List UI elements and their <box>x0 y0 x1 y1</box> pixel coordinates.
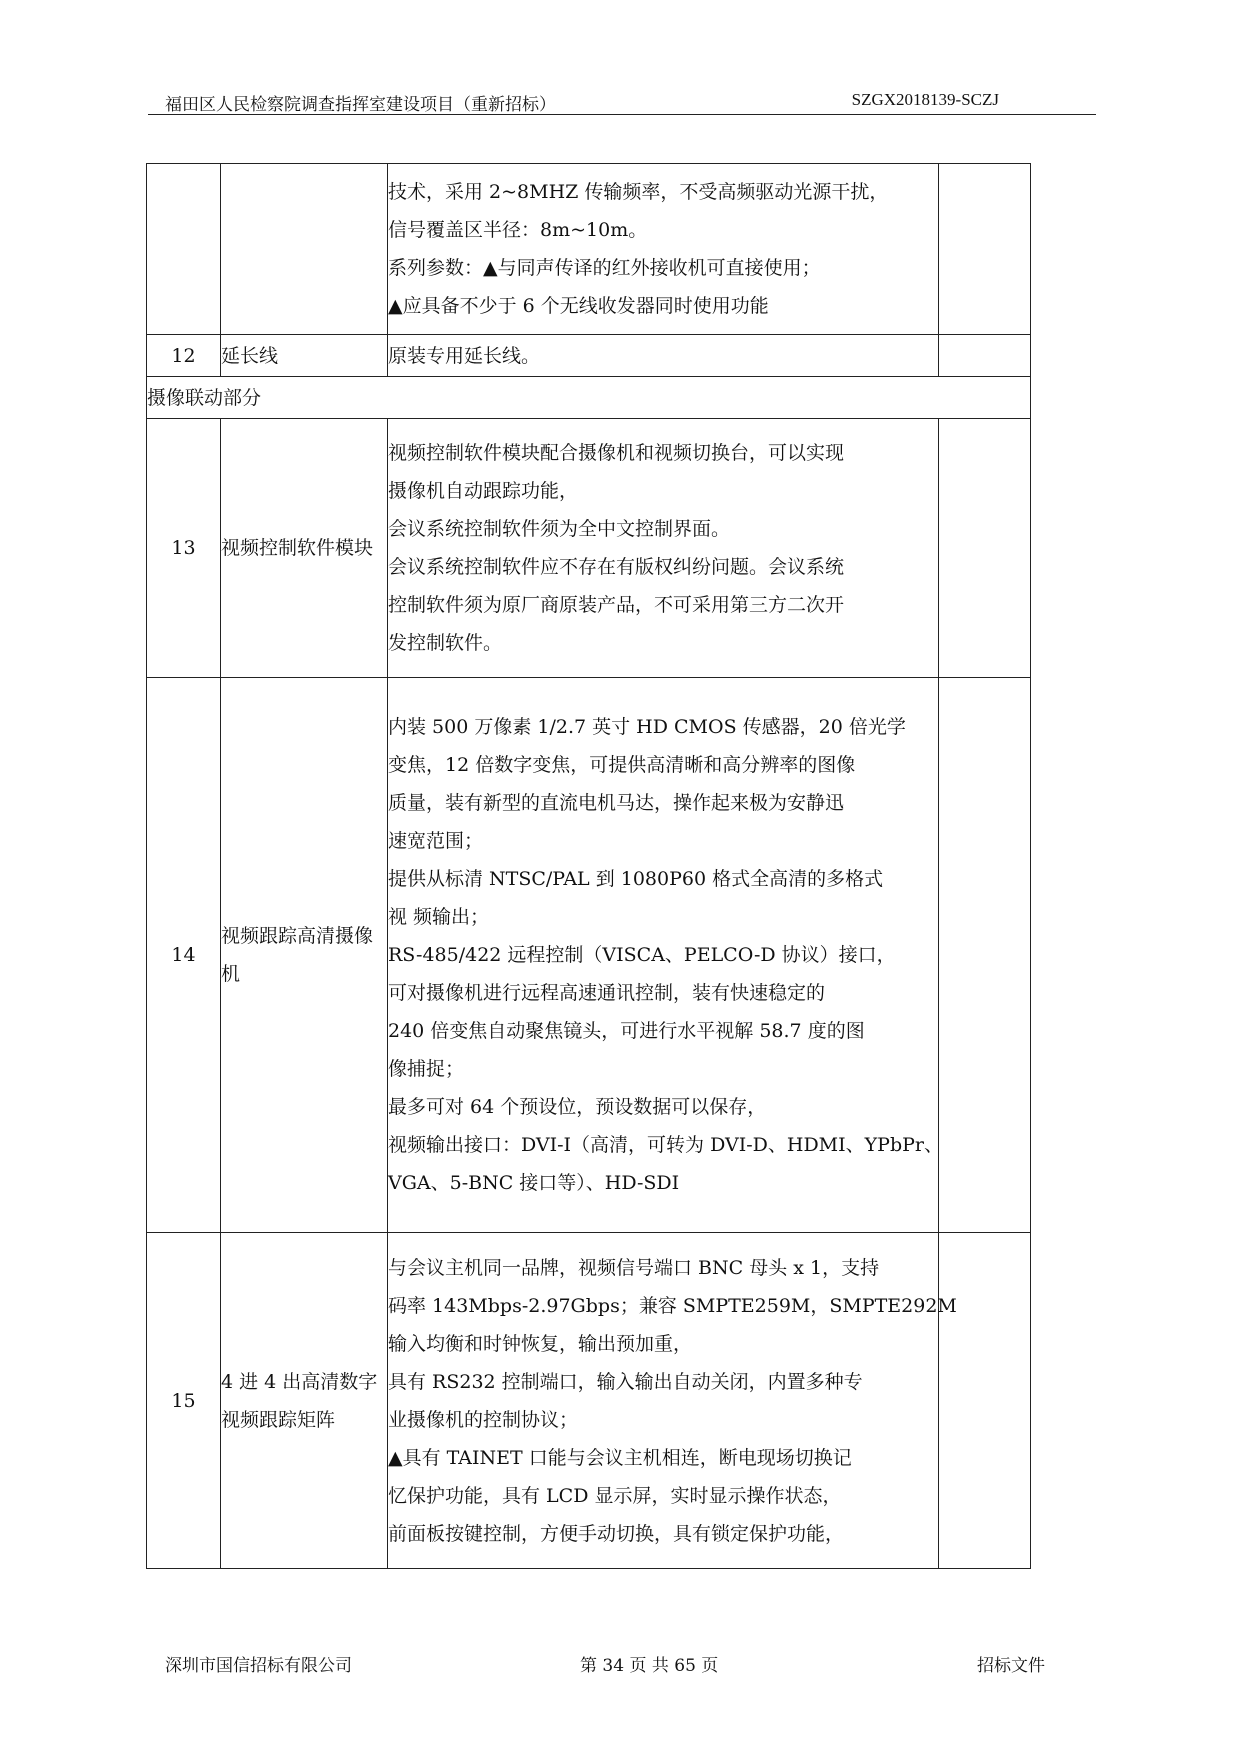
remark-cell <box>939 1233 1031 1569</box>
desc-line: 控制软件须为原厂商原装产品，不可采用第三方二次开 <box>388 594 845 616</box>
desc-line: 质量，装有新型的直流电机马达，操作起来极为安静迅 <box>388 792 845 814</box>
desc-line: 视 频输出； <box>388 906 490 928</box>
desc-line: ▲应具备不少于 6 个无线收发器同时使用功能 <box>388 295 769 317</box>
desc-line: 与会议主机同一品牌，视频信号端口 BNC 母头 x 1，支持 <box>388 1256 880 1279</box>
remark-cell <box>939 678 1031 1233</box>
section-row <box>147 377 1031 419</box>
desc-line: 会议系统控制软件应不存在有版权纠纷问题。会议系统 <box>388 556 845 578</box>
desc-line: 会议系统控制软件须为全中文控制界面。 <box>388 518 731 540</box>
desc-line: 像捕捉； <box>388 1058 465 1080</box>
no-cell: 12 <box>147 335 221 377</box>
desc-line: 具有 RS232 控制端口，输入输出自动关闭，内置多种专 <box>388 1370 863 1393</box>
page-header <box>165 86 1095 116</box>
desc-line: 速宽范围； <box>388 830 484 852</box>
desc-line: 系列参数：▲与同声传译的红外接收机可直接使用； <box>388 257 821 279</box>
desc-cell <box>388 678 943 1233</box>
no-cell: 15 <box>147 1233 221 1569</box>
desc-cell <box>388 1233 957 1569</box>
no-cell: 14 <box>147 678 221 1233</box>
desc-line: 忆保护功能，具有 LCD 显示屏，实时显示操作状态， <box>388 1484 842 1507</box>
desc-line: ▲具有 TAINET 口能与会议主机相连，断电现场切换记 <box>388 1446 852 1469</box>
project-title: 福田区人民检察院调查指挥室建设项目（重新招标） <box>165 95 556 115</box>
desc-line: 摄像机自动跟踪功能， <box>388 480 579 502</box>
page-footer <box>165 1651 1045 1681</box>
desc-line: 前面板按键控制，方便手动切换，具有锁定保护功能， <box>388 1522 845 1545</box>
name-cell <box>221 164 388 335</box>
table-row-13 <box>147 419 1031 678</box>
remark-cell <box>939 335 1031 377</box>
desc-line: VGA、5-BNC 接口等）、HD-SDI <box>388 1172 680 1194</box>
desc-line: 变焦，12 倍数字变焦，可提供高清晰和高分辨率的图像 <box>388 754 856 776</box>
no-cell <box>147 164 221 335</box>
table-row-12 <box>147 335 1031 377</box>
section-title: 摄像联动部分 <box>147 377 1031 419</box>
desc-line: 技术，采用 2~8MHZ 传输频率，不受高频驱动光源干扰， <box>388 181 889 203</box>
footer-company: 深圳市国信招标有限公司 <box>165 1656 352 1676</box>
desc-cell <box>388 419 939 678</box>
name-cell: 视频控制软件模块 <box>221 419 388 678</box>
desc-line: 可对摄像机进行远程高速通讯控制，装有快速稳定的 <box>388 982 826 1004</box>
desc-line: 视频控制软件模块配合摄像机和视频切换台，可以实现 <box>388 442 845 464</box>
desc-line: 内装 500 万像素 1/2.7 英寸 HD CMOS 传感器，20 倍光学 <box>388 716 906 738</box>
name-cell: 延长线 <box>221 335 388 377</box>
table-row-14 <box>147 678 1031 1233</box>
desc-cell <box>388 164 939 335</box>
project-code: SZGX2018139-SCZJ <box>851 90 999 109</box>
no-cell: 13 <box>147 419 221 678</box>
desc-line: 码率 143Mbps-2.97Gbps；兼容 SMPTE259M，SMPTE292M <box>388 1294 957 1317</box>
header-divider <box>148 114 1096 115</box>
footer-doc-type: 招标文件 <box>977 1656 1045 1676</box>
desc-cell <box>388 335 939 377</box>
desc-line: RS-485/422 远程控制（VISCA、PELCO-D 协议）接口， <box>388 944 896 966</box>
table-row-15 <box>147 1233 1031 1569</box>
desc-line: 发控制软件。 <box>388 632 503 654</box>
remark-cell <box>939 419 1031 678</box>
desc-line: 信号覆盖区半径：8m~10m。 <box>388 219 648 241</box>
desc-line: 原装专用延长线。 <box>388 344 541 367</box>
desc-line: 最多可对 64 个预设位，预设数据可以保存， <box>388 1096 767 1118</box>
remark-cell <box>939 164 1031 335</box>
name-cell: 4 进 4 出高清数字视频跟踪矩阵 <box>221 1233 388 1569</box>
page-number: 第 34 页 共 65 页 <box>580 1656 719 1676</box>
name-cell: 视频跟踪高清摄像机 <box>221 678 388 1233</box>
desc-line: 提供从标清 NTSC/PAL 到 1080P60 格式全高清的多格式 <box>388 868 884 890</box>
spec-table <box>146 163 1031 1569</box>
desc-line: 240 倍变焦自动聚焦镜头，可进行水平视解 58.7 度的图 <box>388 1020 865 1042</box>
desc-line: 业摄像机的控制协议； <box>388 1408 579 1431</box>
desc-line: 视频输出接口：DVI-I（高清，可转为 DVI-D、HDMI、YPbPr、 <box>388 1134 943 1156</box>
table-row-continued <box>147 164 1031 335</box>
desc-line: 输入均衡和时钟恢复，输出预加重， <box>388 1332 693 1355</box>
